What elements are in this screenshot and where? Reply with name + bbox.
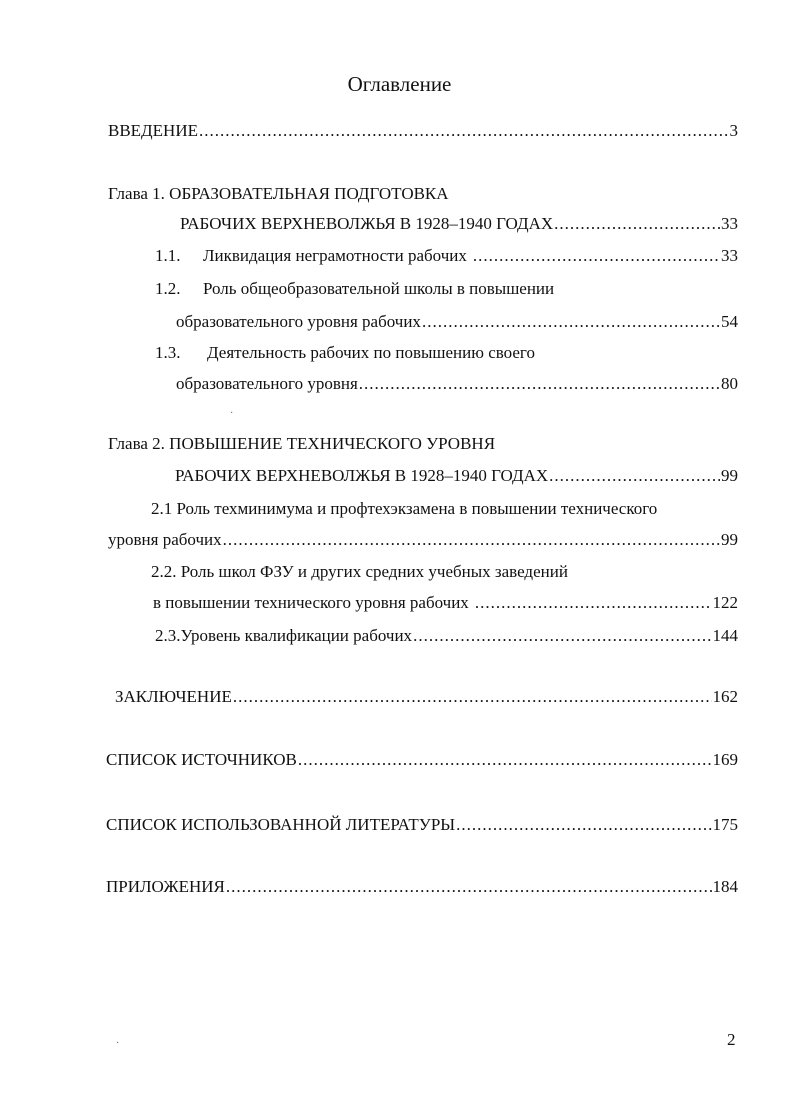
toc-entry-text: РАБОЧИХ ВЕРХНЕВОЛЖЬЯ В 1928–1940 ГОДАХ	[175, 466, 549, 485]
dot-leader	[456, 814, 711, 836]
dot-leader	[226, 876, 712, 898]
toc-entry-chapter1	[180, 213, 738, 235]
toc-page-number: 99	[721, 530, 738, 549]
toc-page-number: 99	[721, 466, 738, 485]
section-2-2-line1: 2.2. Роль школ ФЗУ и других средних учебных заведений	[151, 562, 568, 581]
toc-page-number: 175	[712, 815, 738, 834]
page-number: 2	[727, 1030, 736, 1049]
toc-entry-text: образовательного уровня	[176, 374, 358, 393]
dot-leader	[413, 625, 711, 647]
toc-entry-text: Деятельность рабочих по повышению своего	[207, 343, 535, 362]
toc-entry-text: 2.3.Уровень квалификации рабочих	[155, 626, 413, 645]
toc-entry-text: ЗАКЛЮЧЕНИЕ	[115, 687, 232, 706]
section-number: 1.2.	[155, 279, 181, 298]
dot-leader	[298, 749, 712, 771]
toc-page-number: 169	[712, 750, 738, 769]
dot-leader	[422, 311, 720, 333]
toc-entry-appendices	[106, 876, 738, 898]
chapter1-heading: Глава 1. ОБРАЗОВАТЕЛЬНАЯ ПОДГОТОВКА	[108, 184, 449, 203]
toc-page-number: 122	[712, 593, 738, 612]
section-number: 1.1.	[155, 246, 181, 265]
toc-entry-section-2-1	[108, 529, 738, 551]
chapter2-heading: Глава 2. ПОВЫШЕНИЕ ТЕХНИЧЕСКОГО УРОВНЯ	[108, 434, 496, 453]
toc-entry-text: Роль общеобразовательной школы в повышении	[203, 279, 555, 298]
toc-entry-conclusion	[115, 686, 738, 708]
dot-leader	[359, 373, 720, 395]
toc-entry-section-1-2	[176, 311, 738, 333]
toc-entry-sources	[106, 749, 738, 771]
toc-entry-text: в повышении технического уровня рабочих	[153, 593, 469, 612]
toc-entry-text: образовательного уровня рабочих	[176, 312, 421, 331]
toc-entry-section-1-3	[176, 373, 738, 395]
toc-entry-literature	[106, 814, 738, 836]
toc-entry-text: Ликвидация неграмотности рабочих	[203, 246, 467, 265]
toc-page-number: 184	[712, 877, 738, 896]
toc-entry-section-2-2	[153, 592, 738, 614]
toc-page-number: 80	[721, 374, 738, 393]
toc-page-number: 144	[712, 626, 738, 645]
dot-leader	[473, 245, 720, 267]
toc-entry-text: СПИСОК ИСТОЧНИКОВ	[106, 750, 297, 769]
toc-entry-section-2-3	[155, 625, 738, 647]
dot-leader	[223, 529, 720, 551]
toc-entry-text: уровня рабочих	[108, 530, 222, 549]
scan-speck: ·	[116, 1038, 120, 1049]
dot-leader	[233, 686, 712, 708]
toc-page-number: 33	[721, 246, 738, 265]
dot-leader	[554, 213, 720, 235]
toc-page-number: 54	[721, 312, 738, 331]
toc-entry-section-1-1	[155, 245, 738, 267]
toc-page-number: 33	[721, 214, 738, 233]
toc-entry-text: РАБОЧИХ ВЕРХНЕВОЛЖЬЯ В 1928–1940 ГОДАХ	[180, 214, 554, 233]
toc-entry-text: СПИСОК ИСПОЛЬЗОВАННОЙ ЛИТЕРАТУРЫ	[106, 815, 456, 834]
toc-page-number: 162	[712, 687, 738, 706]
dot-leader	[475, 592, 712, 614]
section-1-3-line1	[155, 342, 535, 364]
toc-entry-text: ПРИЛОЖЕНИЯ	[106, 877, 225, 896]
dot-leader	[549, 465, 720, 487]
toc-page-number: 3	[729, 121, 738, 140]
scan-speck: ·	[230, 408, 234, 419]
section-1-2-line1	[155, 278, 554, 300]
toc-entry-text: ВВЕДЕНИЕ	[108, 121, 198, 140]
section-2-1-line1: 2.1 Роль техминимума и профтехэкзамена в повышении технического	[151, 499, 658, 518]
toc-entry-intro	[108, 120, 738, 142]
dot-leader	[199, 120, 729, 142]
toc-entry-chapter2	[175, 465, 738, 487]
section-number: 1.3.	[155, 343, 181, 362]
toc-title: Оглавление	[347, 72, 452, 96]
